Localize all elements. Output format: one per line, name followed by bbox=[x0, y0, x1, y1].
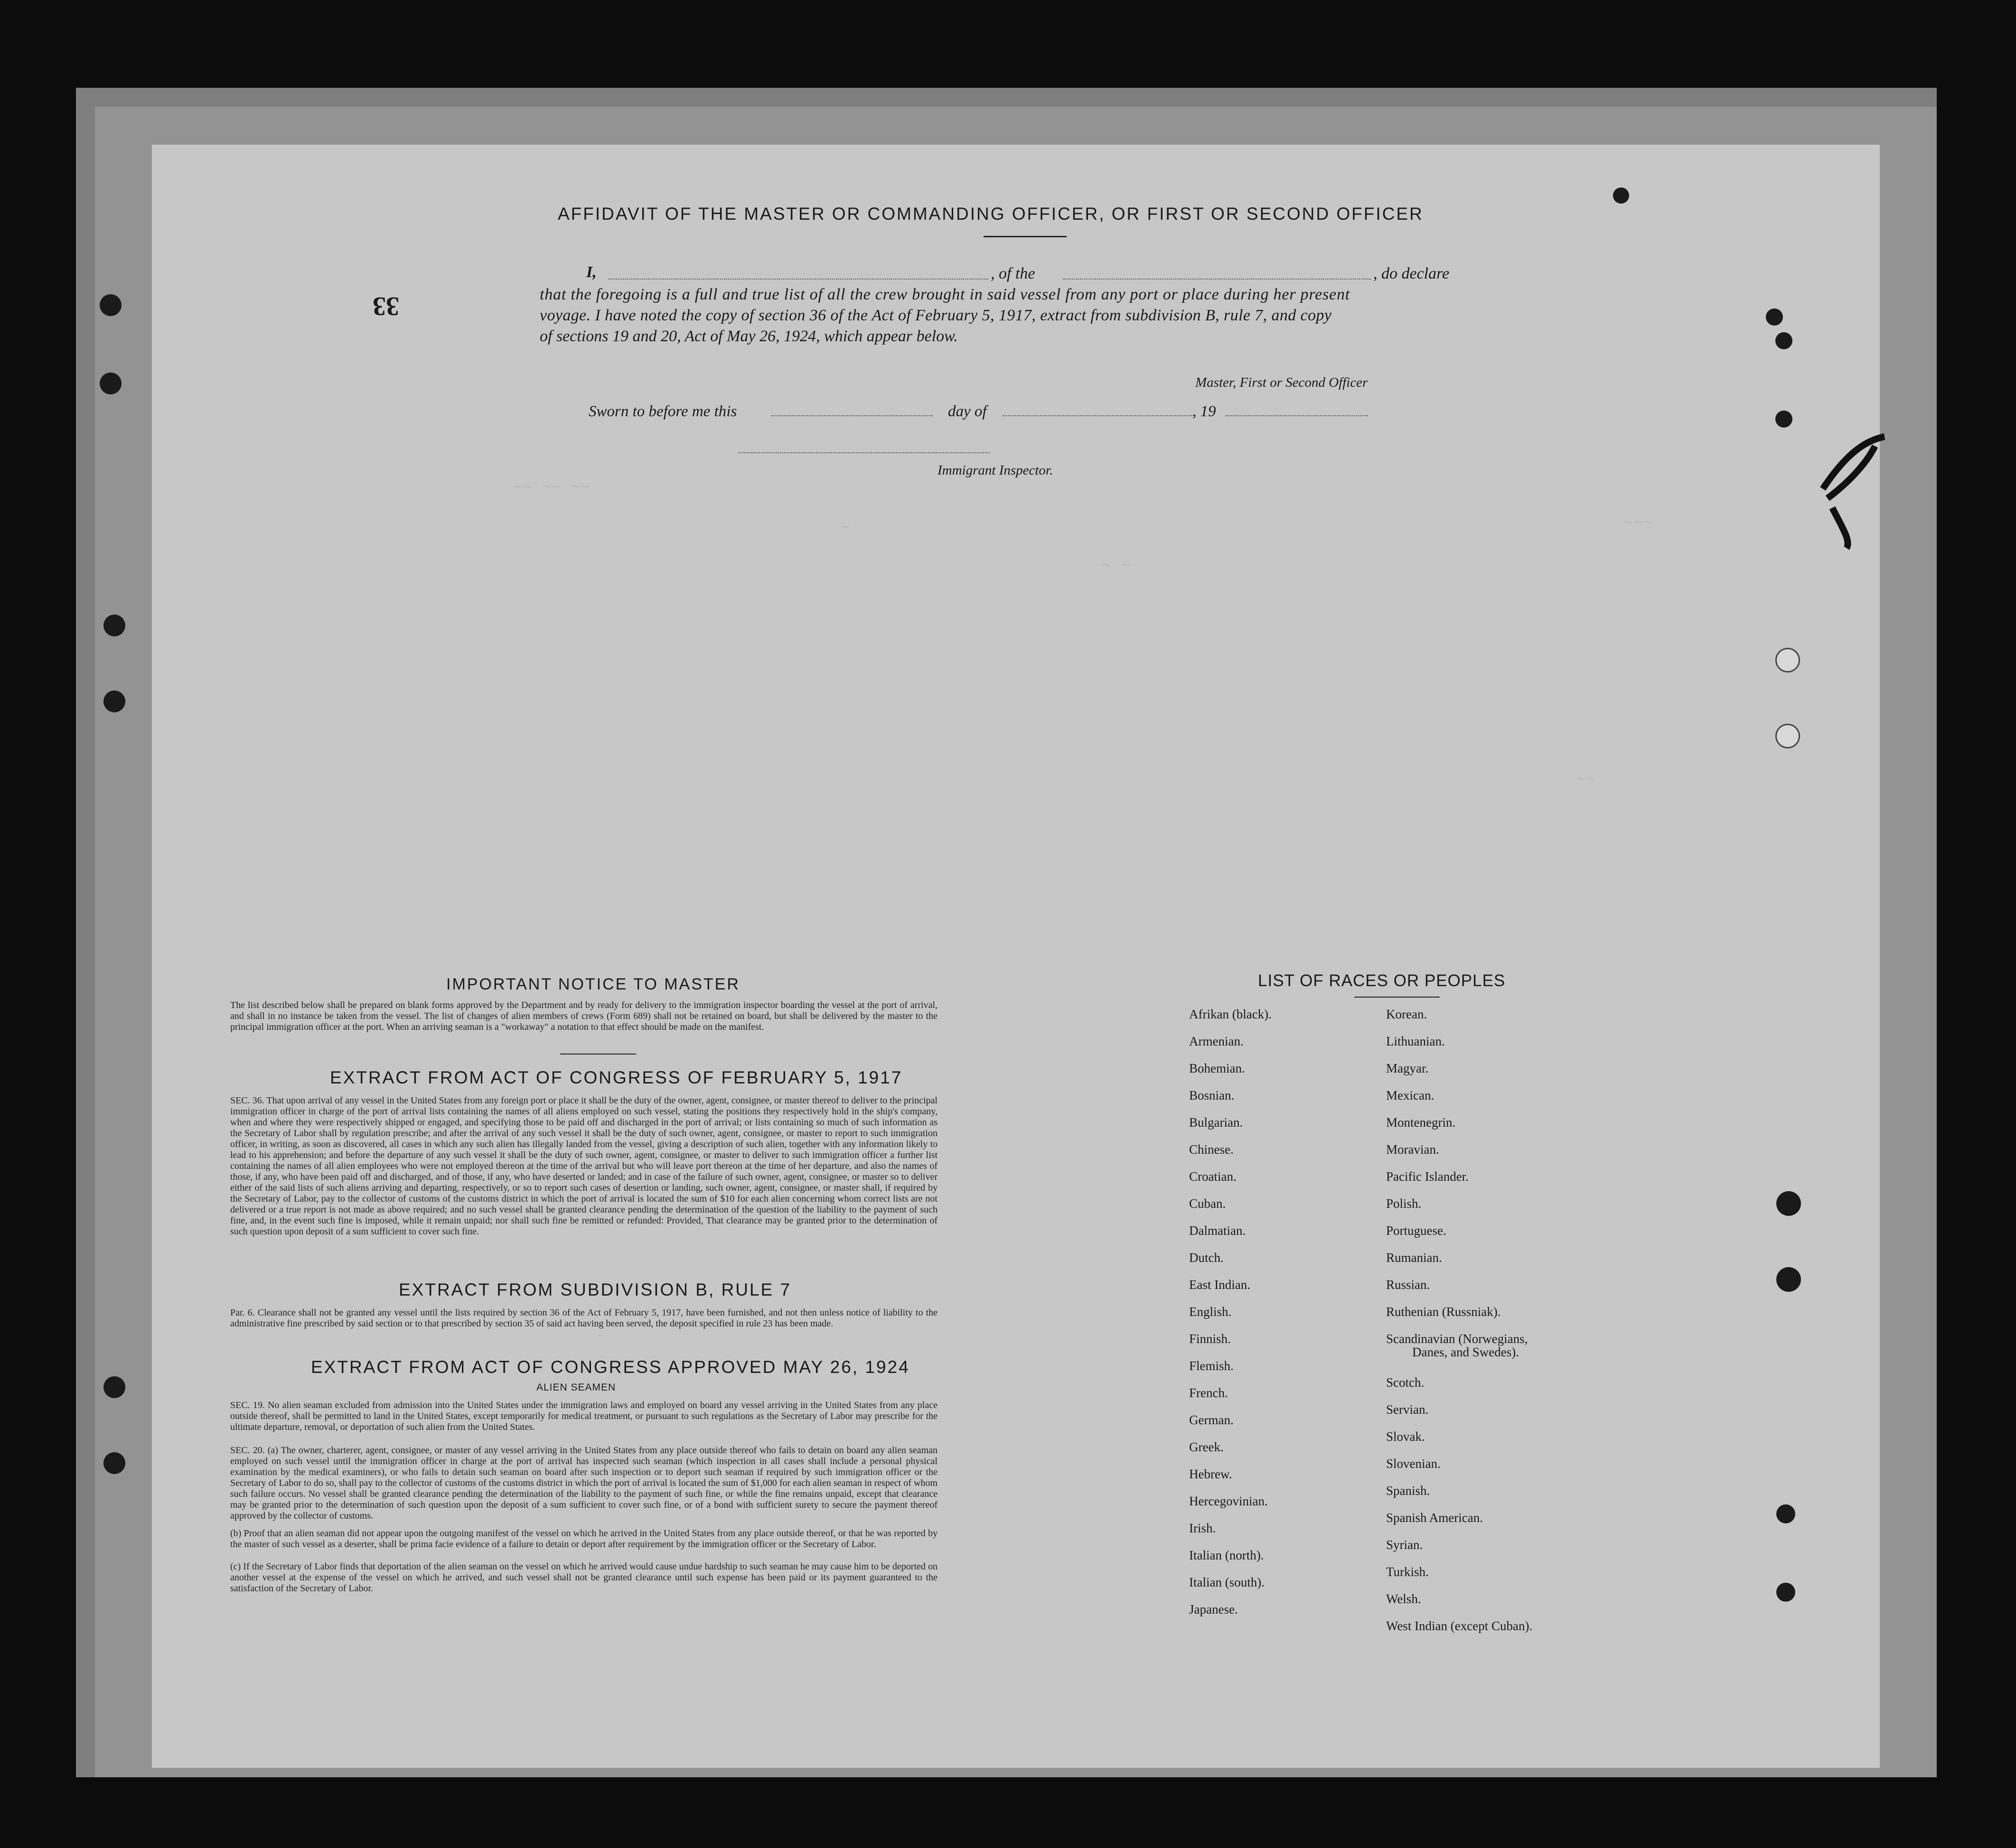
extract-1924-title: EXTRACT FROM ACT OF CONGRESS APPROVED MAY 26, 1924 bbox=[311, 1357, 910, 1377]
binding-string bbox=[1818, 432, 1889, 551]
race-item: Greek. bbox=[1189, 1440, 1224, 1454]
race-item: Slovenian. bbox=[1386, 1456, 1441, 1471]
race-item: Syrian. bbox=[1386, 1538, 1423, 1552]
year-blank bbox=[1226, 415, 1368, 416]
sworn-text: Sworn to before me this bbox=[589, 403, 737, 420]
affidavit-of-the: , of the bbox=[991, 265, 1035, 282]
race-item: Afrikan (black). bbox=[1189, 1007, 1272, 1021]
race-item: Japanese. bbox=[1189, 1602, 1238, 1616]
affidavit-line-3: voyage. I have noted the copy of section 36 of the Act of February 5, 1917, extract from subdivision B, rule 7, and copy bbox=[540, 307, 1332, 324]
race-item: English. bbox=[1189, 1305, 1232, 1319]
extract-1917-text: SEC. 36. That upon arrival of any vessel in the United States from any foreign port or place it shall be the duty of the owner, agent, consignee, or master thereof to deliver to the principal immigration officer in charge of the port of arrival lists containing the names of all aliens employed on such vessel, stating the positions they respectively hold in the ship's company, when and where they were respectively shipped or engaged, and specifying those to be paid off and discharged in the port of arrival; or lists containing so much of such information as the Secretary of Labor shall by regulation prescribe; and after the arrival of any such vessel it shall be the duty of such owner, agent, consignee, or master to report to such immigration officer, in writing, as soon as discovered, all cases in which any such alien has illegally landed from the vessel, giving a description of such alien, together with any information likely to lead to his apprehension; and before the departure of any such vessel it shall be the duty of such owner, agent, consignee, or master to deliver to such immigration officer a further list containing the names of all alien employees who were not employed thereon at the time of the arrival but who will leave port thereon at the time of her departure, and also the names of those, if any, who have been paid off and discharged, and of those, if any, who have deserted or landed; and in case of the failure of such owner, agent, consignee, or master so to deliver either of the said lists of such aliens arriving and departing, respectively, or so to report such cases of desertion or landing, such owner, agent, consignee, or master shall, if required by the Secretary of Labor, pay to the collector of customs of the customs district in which the port of arrival is located the sum of $10 for each alien concerning whom correct lists are not delivered or a true report is not made as above required; and no such vessel shall be granted clearance pending the determination of the question of the liability to the payment of such fine, and, in the event such fine is imposed, while it remain unpaid; nor shall such fine be remitted or refunded: Provided, That clearance may be granted prior to the determination of such question upon deposit of a sum sufficient to cover such fine. bbox=[230, 1095, 938, 1237]
race-item: Chinese. bbox=[1189, 1142, 1234, 1157]
punch-hole bbox=[1775, 332, 1792, 349]
race-item: Irish. bbox=[1189, 1521, 1216, 1535]
races-title-underline bbox=[1354, 997, 1440, 998]
section-20a-text: SEC. 20. (a) The owner, charterer, agent, consignee, or master of any vessel arriving in the United States from any place outside thereof who fails to detain on board any alien seaman employed on such vessel until the immigration officer in charge at the port of arrival has inspected such seaman (which inspection in all cases shall include a personal physical examination by the medical examiners), or who fails to detain such seaman on board after such inspection or to deport such seaman if required by such immigration officer or the Secretary of Labor to do so, shall pay to the collector of customs of the customs district in which the port of arrival is located the sum of $1,000 for each alien seaman in respect of whom such failure occurs. No vessel shall be granted clearance pending the determination of the liability to the payment of such fine, or while the fine remains unpaid, except that clearance may be granted prior to the determination of such question upon the deposit of a sum sufficient to cover such fine, or of a bond with sufficient surety to secure the payment thereof approved by the collector of customs. bbox=[230, 1445, 938, 1521]
race-item: Cuban. bbox=[1189, 1196, 1226, 1211]
race-item: Montenegrin. bbox=[1386, 1115, 1456, 1129]
bleed-through-mark: ~ bbox=[840, 520, 850, 538]
punch-hole bbox=[103, 615, 125, 636]
notice-title: IMPORTANT NOTICE TO MASTER bbox=[446, 975, 740, 993]
race-item: French. bbox=[1189, 1386, 1228, 1400]
race-item: Italian (south). bbox=[1189, 1575, 1265, 1589]
race-item: Rumanian. bbox=[1386, 1251, 1442, 1265]
race-item: Hercegovinian. bbox=[1189, 1494, 1268, 1508]
notice-text: The list described below shall be prepared on blank forms approved by the Department and by ready for delivery to the immigration inspector boarding the vessel at the port of arrival, and shall in no instance be taken from the vessel. The list of changes of alien members of crews (Form 689) shall not be retained on board, but shall be delivered by the master to the principal immigration officer at the port. When an arriving seaman is a "workaway" a notation to that effect should be made on the manifest. bbox=[230, 1000, 938, 1032]
extract-1917-title: EXTRACT FROM ACT OF CONGRESS OF FEBRUARY 5, 1917 bbox=[330, 1068, 903, 1087]
section-19-text: SEC. 19. No alien seaman excluded from admission into the United States under the immigration laws and employed on board any vessel arriving in the United States from any place outside thereof, shall be permitted to land in the United States, except temporarily for medical treatment, or pursuant to such regulations as the Secretary of Labor may prescribe for the ultimate departure, removal, or deportation of such alien from the United States. bbox=[230, 1400, 938, 1432]
race-item: Finnish. bbox=[1189, 1332, 1231, 1346]
race-item: Polish. bbox=[1386, 1196, 1422, 1211]
day-of-text: day of bbox=[948, 403, 987, 420]
race-item: Korean. bbox=[1386, 1007, 1427, 1021]
punch-hole bbox=[1775, 648, 1800, 672]
race-item: Ruthenian (Russniak). bbox=[1386, 1305, 1501, 1319]
race-item: Scandinavian (Norwegians, bbox=[1386, 1332, 1528, 1346]
affidavit-line-2: that the foregoing is a full and true list of all the crew brought in said vessel from any port or place during her present bbox=[540, 286, 1350, 303]
race-item: Russian. bbox=[1386, 1278, 1430, 1292]
year-text: , 19 bbox=[1192, 403, 1216, 420]
race-item: Lithuanian. bbox=[1386, 1034, 1445, 1048]
race-item: West Indian (except Cuban). bbox=[1386, 1619, 1533, 1633]
day-blank bbox=[771, 415, 933, 416]
races-title: LIST OF RACES OR PEOPLES bbox=[1258, 971, 1506, 990]
rule-7-text: Par. 6. Clearance shall not be granted any vessel until the lists required by section 36 of the Act of February 5, 1917, have been furnished, and not then unless notice of liability to the administrative fine prescribed by said section or to that prescribed by section 35 of said act having been served, the deposit specified in rule 23 has been made. bbox=[230, 1307, 938, 1329]
race-item: Bulgarian. bbox=[1189, 1115, 1243, 1129]
punch-hole bbox=[1776, 1583, 1795, 1602]
title-underline bbox=[984, 236, 1067, 237]
race-item: Pacific Islander. bbox=[1386, 1169, 1469, 1184]
race-item: Italian (north). bbox=[1189, 1548, 1264, 1562]
notice-divider bbox=[560, 1054, 636, 1055]
section-20b-text: (b) Proof that an alien seaman did not appear upon the outgoing manifest of the vessel on which he arrived in the United States from any place outside thereof, or that he was reported by the master of such vessel as a deserter, shall be prima facie evidence of a failure to detain or deport after requirement by the immigration officer or the Secretary of Labor. bbox=[230, 1528, 938, 1549]
vessel-blank bbox=[1063, 279, 1371, 280]
race-item: Dutch. bbox=[1189, 1251, 1224, 1265]
name-blank bbox=[609, 279, 988, 280]
affidavit-i: I, bbox=[586, 263, 597, 281]
race-item: German. bbox=[1189, 1413, 1234, 1427]
race-item: Armenian. bbox=[1189, 1034, 1244, 1048]
page-number: 33 bbox=[373, 291, 399, 321]
bleed-through-mark: ~~~ bbox=[1623, 515, 1653, 533]
punch-hole bbox=[1775, 724, 1800, 748]
bleed-through-mark: ~~ bbox=[1576, 771, 1595, 789]
punch-hole bbox=[1776, 1267, 1801, 1292]
race-item: Moravian. bbox=[1386, 1142, 1439, 1157]
bleed-through-mark: ~~ ~~ ~~ bbox=[513, 479, 591, 497]
section-20c-text: (c) If the Secretary of Labor finds that deportation of the alien seaman on the vessel on which he arrived would cause undue hardship to such seaman he may cause him to be deported on another vessel at the expense of the vessel on which he arrived, and such vessel shall not be granted clearance until such expense has been paid or its payment guaranteed to the satisfaction of the Secretary of Labor. bbox=[230, 1561, 938, 1594]
punch-hole bbox=[1776, 1504, 1795, 1523]
race-item: Slovak. bbox=[1386, 1429, 1425, 1444]
affidavit-line-4: of sections 19 and 20, Act of May 26, 1924, which appear below. bbox=[540, 327, 958, 345]
punch-hole bbox=[1613, 187, 1629, 204]
punch-hole bbox=[103, 1376, 125, 1398]
race-item: Spanish American. bbox=[1386, 1511, 1483, 1525]
punch-hole bbox=[100, 373, 122, 394]
bleed-through-mark: ~ ~ bbox=[1101, 558, 1131, 576]
inspector-signature-line bbox=[738, 452, 990, 453]
officer-caption: Master, First or Second Officer bbox=[1195, 375, 1368, 390]
race-item: Magyar. bbox=[1386, 1061, 1429, 1075]
punch-hole bbox=[1775, 411, 1792, 428]
race-item: Portuguese. bbox=[1386, 1223, 1446, 1238]
affidavit-declare: , do declare bbox=[1373, 265, 1450, 282]
race-item: Hebrew. bbox=[1189, 1467, 1232, 1481]
punch-hole bbox=[100, 294, 122, 316]
race-item: Croatian. bbox=[1189, 1169, 1237, 1184]
punch-hole bbox=[103, 1452, 125, 1474]
race-item: Servian. bbox=[1386, 1402, 1429, 1417]
race-item: Spanish. bbox=[1386, 1484, 1430, 1498]
punch-hole bbox=[1766, 308, 1783, 326]
race-item: Welsh. bbox=[1386, 1592, 1421, 1606]
alien-seamen-subtitle: ALIEN SEAMEN bbox=[536, 1382, 616, 1393]
race-item: Dalmatian. bbox=[1189, 1223, 1246, 1238]
inspector-caption: Immigrant Inspector. bbox=[938, 463, 1053, 478]
affidavit-title: AFFIDAVIT OF THE MASTER OR COMMANDING OFFICER, OR FIRST OR SECOND OFFICER bbox=[558, 204, 1424, 224]
manifest-page bbox=[152, 145, 1880, 1768]
race-item: Mexican. bbox=[1386, 1088, 1435, 1102]
punch-hole bbox=[1776, 1191, 1801, 1216]
punch-hole bbox=[103, 691, 125, 712]
race-item: East Indian. bbox=[1189, 1278, 1250, 1292]
race-item: Scotch. bbox=[1386, 1375, 1425, 1390]
race-item: Bosnian. bbox=[1189, 1088, 1235, 1102]
race-item: Turkish. bbox=[1386, 1565, 1429, 1579]
race-item: Bohemian. bbox=[1189, 1061, 1245, 1075]
race-item: Danes, and Swedes). bbox=[1412, 1345, 1519, 1359]
month-blank bbox=[1003, 415, 1192, 416]
rule-7-title: EXTRACT FROM SUBDIVISION B, RULE 7 bbox=[399, 1280, 792, 1299]
race-item: Flemish. bbox=[1189, 1359, 1234, 1373]
